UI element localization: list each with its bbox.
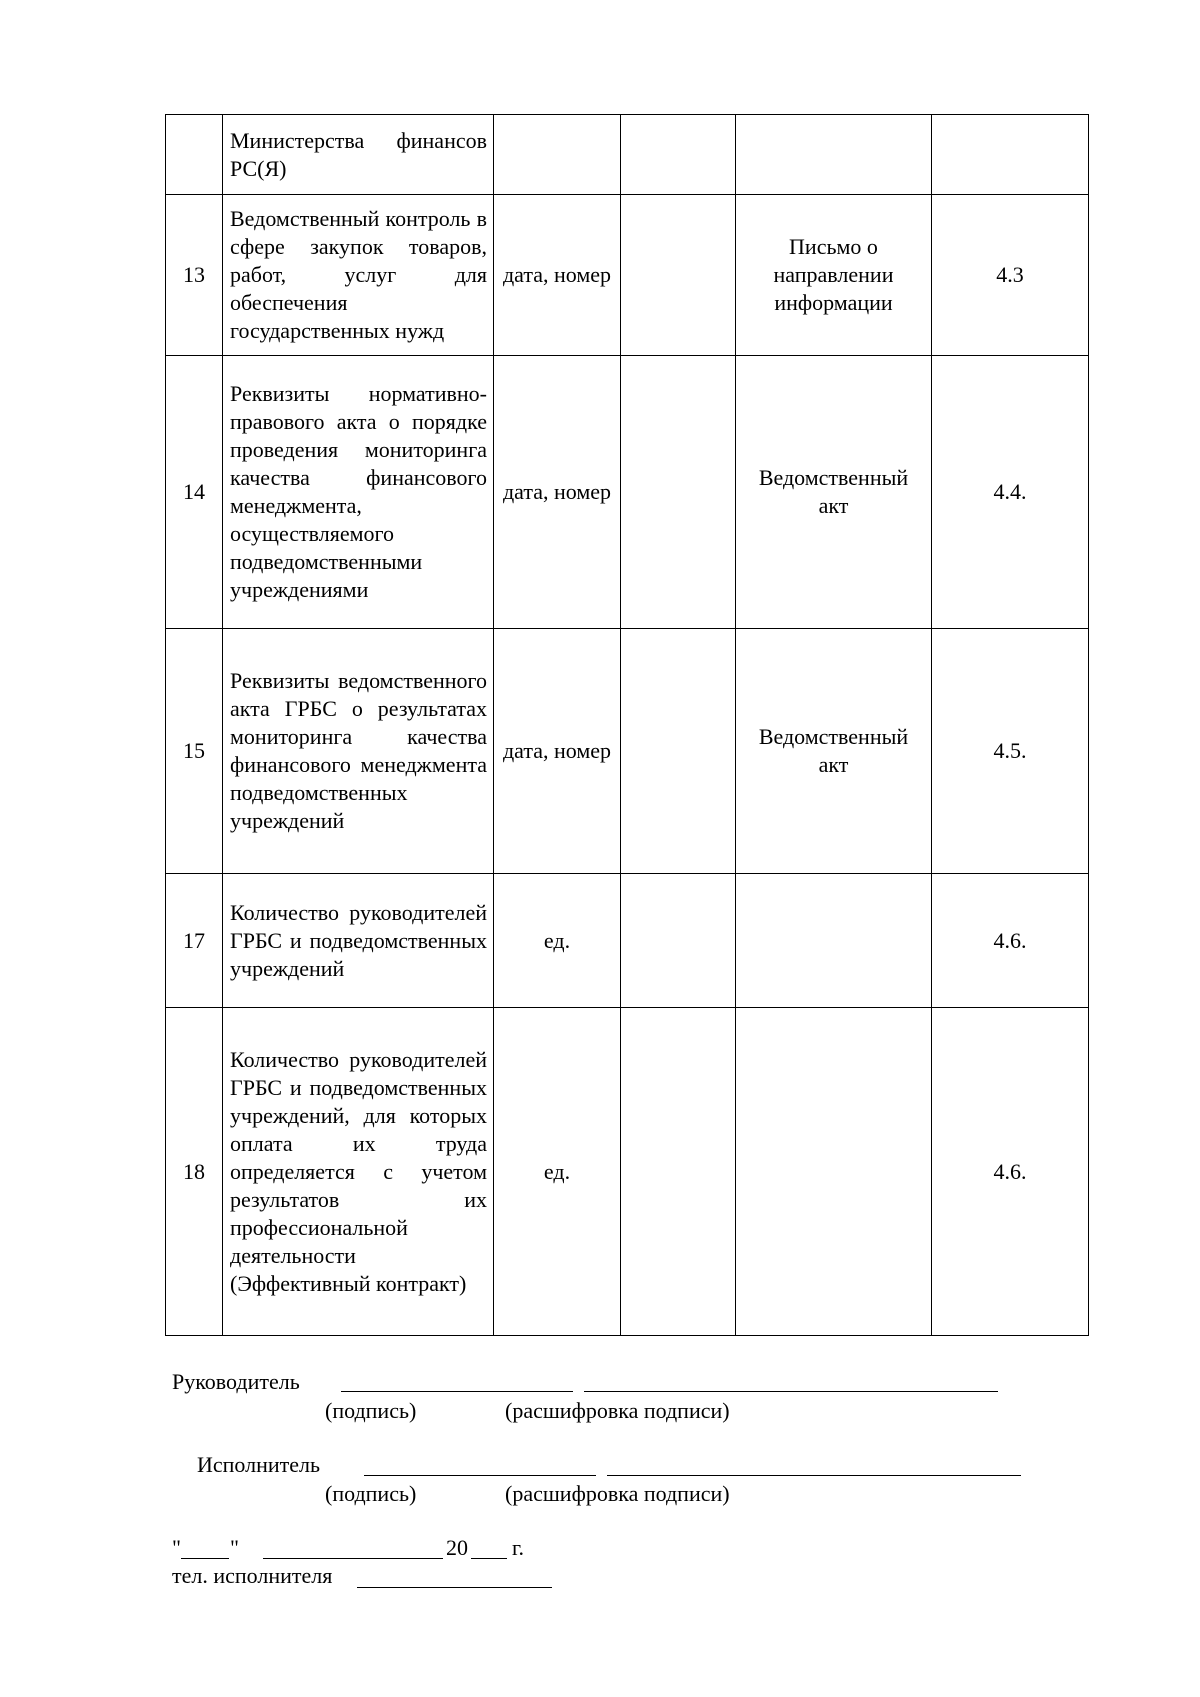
row-value xyxy=(621,1008,736,1336)
indicators-table xyxy=(165,114,1089,1336)
row-item: 4.4. xyxy=(932,356,1089,629)
executor-decode-caption: (расшифровка подписи) xyxy=(505,1481,730,1506)
row-unit: дата, номер xyxy=(494,629,621,874)
row-number: 13 xyxy=(166,195,223,356)
row-document xyxy=(736,1008,932,1336)
row-name: Министерства финансов РС(Я) xyxy=(223,115,494,195)
head-decode-caption: (расшифровка подписи) xyxy=(505,1398,730,1423)
row-value xyxy=(621,874,736,1008)
row-document xyxy=(736,874,932,1008)
head-decode-line[interactable] xyxy=(584,1391,998,1392)
row-unit: дата, номер xyxy=(494,195,621,356)
row-item: 4.6. xyxy=(932,874,1089,1008)
row-number: 14 xyxy=(166,356,223,629)
date-quote-open: " xyxy=(172,1535,181,1560)
row-value xyxy=(621,629,736,874)
date-quote-close: " xyxy=(230,1535,239,1560)
date-month-line[interactable] xyxy=(263,1558,443,1559)
executor-label: Исполнитель xyxy=(197,1452,321,1477)
table-row xyxy=(166,195,1089,356)
row-value xyxy=(621,356,736,629)
row-item: 4.5. xyxy=(932,629,1089,874)
phone-label: тел. исполнителя xyxy=(172,1563,333,1588)
head-label: Руководитель xyxy=(172,1369,300,1394)
table-row xyxy=(166,1008,1089,1336)
row-number: 15 xyxy=(166,629,223,874)
row-value xyxy=(621,195,736,356)
row-value xyxy=(621,115,736,195)
row-unit: ед. xyxy=(494,874,621,1008)
row-name: Реквизиты нормативно-правового акта о порядке проведения мониторинга качества финансового менеджмента, осуществляемого подведомственными учреждениями xyxy=(223,356,494,629)
row-unit: ед. xyxy=(494,1008,621,1336)
table-row xyxy=(166,629,1089,874)
table-row xyxy=(166,115,1089,195)
date-year-line[interactable] xyxy=(471,1558,507,1559)
phone-line[interactable] xyxy=(357,1587,552,1588)
row-item: 4.6. xyxy=(932,1008,1089,1336)
row-document xyxy=(736,115,932,195)
row-document: Письмо о направлении информации xyxy=(736,195,932,356)
table-row xyxy=(166,874,1089,1008)
date-year-prefix: 20 xyxy=(446,1535,468,1560)
row-number: 18 xyxy=(166,1008,223,1336)
row-unit: дата, номер xyxy=(494,356,621,629)
row-unit xyxy=(494,115,621,195)
row-name: Количество руководителей ГРБС и подведомственных учреждений, для которых оплата их труда определяется с учетом результатов их профессиональной деятельности (Эффективный контракт) xyxy=(223,1008,494,1336)
executor-signature-line[interactable] xyxy=(364,1475,596,1476)
row-item: 4.3 xyxy=(932,195,1089,356)
row-name: Ведомственный контроль в сфере закупок товаров, работ, услуг для обеспечения государственных нужд xyxy=(223,195,494,356)
table-row xyxy=(166,356,1089,629)
row-document: Ведомственный акт xyxy=(736,356,932,629)
row-item xyxy=(932,115,1089,195)
row-number xyxy=(166,115,223,195)
row-document: Ведомственный акт xyxy=(736,629,932,874)
executor-sign-caption: (подпись) xyxy=(325,1481,417,1506)
date-year-suffix: г. xyxy=(512,1535,525,1560)
row-name: Реквизиты ведомственного акта ГРБС о результатах мониторинга качества финансового менеджмента подведомственных учреждений xyxy=(223,629,494,874)
executor-decode-line[interactable] xyxy=(607,1475,1021,1476)
head-signature-line[interactable] xyxy=(341,1391,573,1392)
row-name: Количество руководителей ГРБС и подведомственных учреждений xyxy=(223,874,494,1008)
row-number: 17 xyxy=(166,874,223,1008)
head-sign-caption: (подпись) xyxy=(325,1398,417,1423)
date-day-line[interactable] xyxy=(181,1558,229,1559)
